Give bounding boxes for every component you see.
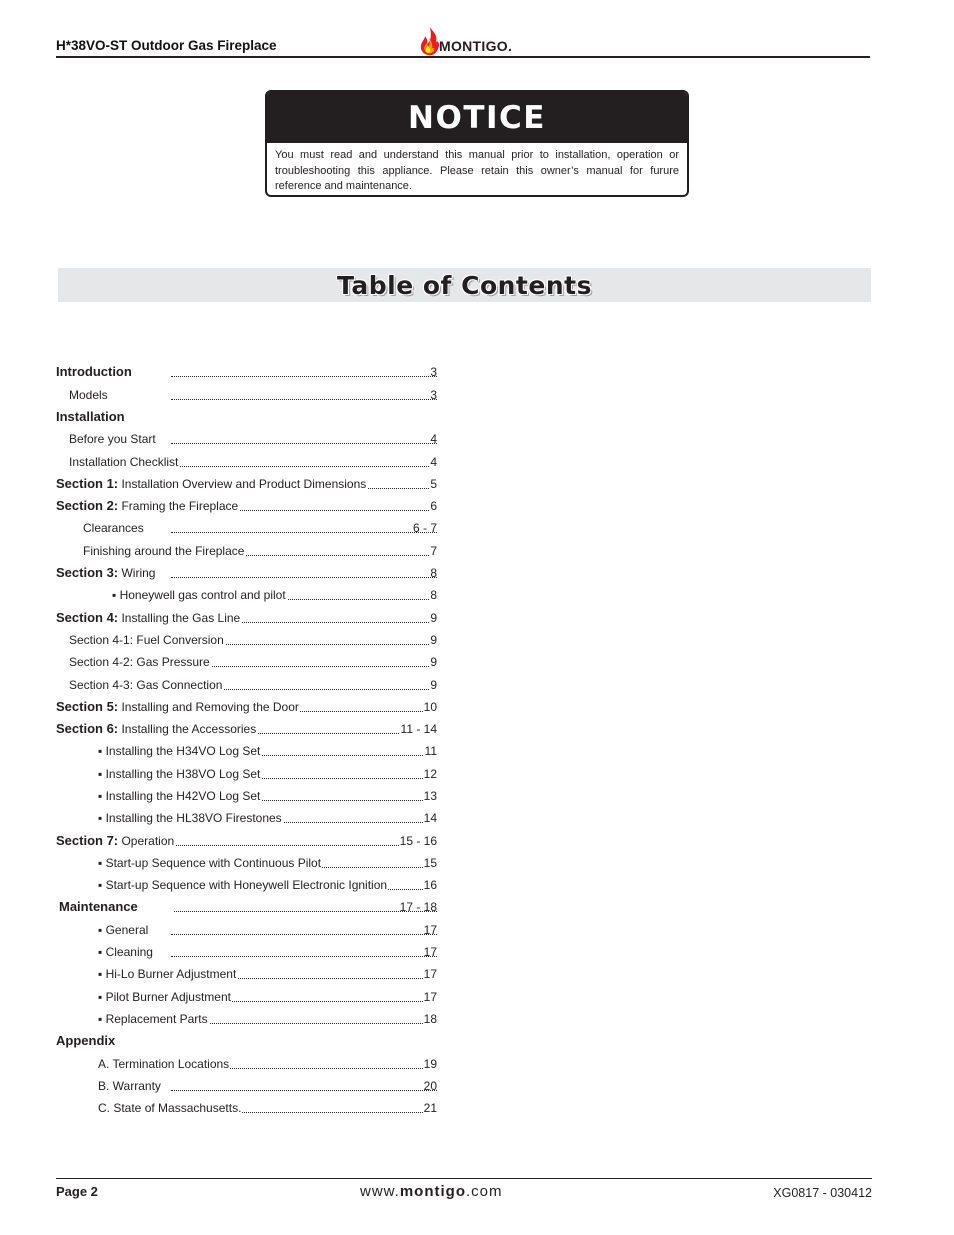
toc-page-number: 17 - 18 <box>399 900 437 914</box>
toc-entry-title: ▪ Start-up Sequence with Honeywell Electronic Ignition <box>98 878 388 892</box>
toc-page-number: 3 <box>430 388 437 402</box>
url-suffix: .com <box>466 1183 503 1200</box>
toc-entry <box>69 677 437 693</box>
url-brand: montigo <box>399 1183 466 1200</box>
toc-entry-title: Operation <box>121 834 175 848</box>
toc-page-number: 8 <box>430 566 437 580</box>
toc-page-number: 17 <box>423 923 437 937</box>
toc-entry <box>98 743 437 759</box>
toc-entry-title: Clearances <box>83 521 144 535</box>
toc-entry-label <box>56 498 239 514</box>
toc-entry <box>98 1100 437 1116</box>
toc-entry <box>98 922 437 938</box>
toc-entry-title: Installation Checklist <box>69 455 179 469</box>
toc-page-number: 6 - 7 <box>412 521 437 535</box>
toc-entry-title: ▪ Hi-Lo Burner Adjustment <box>98 967 237 981</box>
toc-entry-title: ▪ Installing the H42VO Log Set <box>98 789 261 803</box>
toc-entry-title: ▪ General <box>98 923 149 937</box>
toc-entry <box>98 788 437 804</box>
toc-page-number: 8 <box>430 588 437 602</box>
toc-section-name: Section 5: <box>56 699 119 714</box>
notice-box <box>265 90 689 197</box>
toc-entry <box>69 654 437 670</box>
toc-entry-label <box>98 1100 242 1116</box>
toc-page-number: 17 <box>423 945 437 959</box>
toc-entry <box>98 989 437 1005</box>
toc-entry <box>56 364 437 380</box>
toc-page-number: 15 <box>423 856 437 870</box>
toc-page-number: 3 <box>430 365 437 379</box>
toc-entry-label <box>98 966 237 982</box>
toc-dot-leader <box>171 376 437 377</box>
toc-entry-label <box>56 565 156 581</box>
toc-section-name: Section 1: <box>56 476 119 491</box>
url-prefix: www. <box>360 1183 400 1200</box>
toc-page-number: 9 <box>430 678 437 692</box>
toc-entry <box>98 944 437 960</box>
toc-page-number: 11 <box>424 744 437 758</box>
toc-entry-label <box>56 476 367 492</box>
toc-entry-label <box>69 431 157 447</box>
toc-dot-leader <box>171 577 437 578</box>
toc-entry-label <box>98 944 154 960</box>
toc-entry <box>69 431 437 447</box>
toc-dot-leader <box>171 532 437 533</box>
toc-section-name: Section 6: <box>56 721 119 736</box>
toc-entry <box>98 966 437 982</box>
toc-entry-title: B. Warranty <box>98 1079 161 1093</box>
toc-entry-label <box>83 520 145 536</box>
toc-entry <box>98 810 437 826</box>
montigo-logo <box>419 24 512 56</box>
toc-page-number: 20 <box>423 1079 437 1093</box>
toc-entry-title: ▪ Installing the H34VO Log Set <box>98 744 261 758</box>
toc-entry <box>98 855 437 871</box>
toc-entry-label <box>98 922 149 938</box>
toc-page-number: 18 <box>423 1012 437 1026</box>
toc-dot-leader <box>171 399 437 400</box>
toc-section-name: Appendix <box>56 1033 116 1048</box>
document-title: H*38VO-ST Outdoor Gas Fireplace <box>56 38 277 53</box>
toc-entry <box>56 1033 437 1049</box>
toc-entry <box>98 1011 437 1027</box>
toc-section-name: Section 7: <box>56 833 119 848</box>
toc-section-name: Introduction <box>56 364 132 379</box>
toc-entry-title: ▪ Replacement Parts <box>98 1012 208 1026</box>
document-code: XG0817 - 030412 <box>773 1186 872 1200</box>
toc-entry-title: Finishing around the Fireplace <box>83 544 245 558</box>
toc-heading-band <box>58 268 871 302</box>
toc-section-name: Section 3: <box>56 565 119 580</box>
toc-entry-title: A. Termination Locations <box>98 1057 230 1071</box>
toc-entry-title: ▪ Start-up Sequence with Continuous Pilot <box>98 856 322 870</box>
toc-entry <box>56 476 437 492</box>
toc-entry-label <box>98 1056 230 1072</box>
toc-entry-title: ▪ Installing the H38VO Log Set <box>98 767 261 781</box>
flame-icon <box>419 26 441 56</box>
toc-entry <box>56 699 437 715</box>
toc-entry-title: Installing the Gas Line <box>121 611 241 625</box>
toc-page-number: 21 <box>423 1101 437 1115</box>
toc-section-name: Installation <box>56 409 125 424</box>
toc-entry-label <box>69 654 211 670</box>
toc-entry <box>98 1078 437 1094</box>
toc-page-number: 9 <box>430 655 437 669</box>
toc-page-number: 12 <box>423 767 437 781</box>
toc-entry <box>83 520 437 536</box>
toc-dot-leader <box>171 1090 437 1091</box>
toc-entry-title: Wiring <box>121 566 156 580</box>
toc-page-number: 11 - 14 <box>400 722 437 736</box>
toc-entry-title: Installation Overview and Product Dimensions <box>121 477 367 491</box>
toc-page-number: 17 <box>423 990 437 1004</box>
toc-entry-label <box>98 743 261 759</box>
toc-entry-label <box>83 543 245 559</box>
toc-dot-leader <box>171 934 437 935</box>
toc-entry-label <box>56 721 257 737</box>
toc-page-number: 19 <box>423 1057 437 1071</box>
toc-entry-title: ▪ Honeywell gas control and pilot <box>112 588 286 602</box>
toc-dot-leader <box>174 911 437 912</box>
toc-entry-title: Section 4-3: Gas Connection <box>69 678 223 692</box>
toc-entry <box>112 587 437 603</box>
toc-entry <box>56 833 437 849</box>
footer-rule <box>56 1178 872 1179</box>
toc-page-number: 5 <box>430 477 437 491</box>
toc-page-number: 14 <box>423 811 437 825</box>
toc-entry-label <box>56 833 175 849</box>
toc-entry-label <box>56 610 241 626</box>
page-number: Page 2 <box>56 1184 98 1199</box>
toc-entry <box>69 632 437 648</box>
toc-entry-label <box>56 409 126 425</box>
toc-entry-label <box>98 877 388 893</box>
toc-section-name: Maintenance <box>59 899 138 914</box>
toc-entry <box>98 766 437 782</box>
toc-page-number: 17 <box>423 967 437 981</box>
toc-entry-label <box>98 855 322 871</box>
toc-entry-label <box>98 1078 162 1094</box>
toc-entry <box>56 565 437 581</box>
toc-page-number: 9 <box>430 633 437 647</box>
toc-entry <box>83 543 437 559</box>
toc-entry <box>56 498 437 514</box>
toc-dot-leader <box>171 443 437 444</box>
toc-entry-label <box>98 788 261 804</box>
toc-entry <box>56 409 437 425</box>
toc-entry <box>69 387 437 403</box>
toc-entry-title: ▪ Pilot Burner Adjustment <box>98 990 231 1004</box>
toc-entry-label <box>69 387 109 403</box>
notice-body: You must read and understand this manual prior to installation, operation or troubleshooting this appliance. Please retain this owner’s manual for furure reference and maintenance. <box>275 149 679 192</box>
toc-page-number: 13 <box>423 789 437 803</box>
toc-entry <box>98 877 437 893</box>
toc-entry-label <box>98 989 232 1005</box>
toc-title: Table of Contents <box>337 271 592 300</box>
toc-entry <box>56 610 437 626</box>
toc-page-number: 15 - 16 <box>399 834 437 848</box>
toc-entry-label <box>56 1033 116 1049</box>
toc-entry-title: Section 4-1: Fuel Conversion <box>69 633 224 647</box>
toc-entry-title: Installing the Accessories <box>121 722 257 736</box>
toc-entry-label <box>69 677 223 693</box>
toc-dot-leader <box>171 956 437 957</box>
toc-entry <box>59 899 437 915</box>
toc-entry-title: Framing the Fireplace <box>121 499 239 513</box>
toc-entry-title: ▪ Cleaning <box>98 945 153 959</box>
toc-entry-title: Section 4-2: Gas Pressure <box>69 655 210 669</box>
toc-page-number: 9 <box>430 611 437 625</box>
toc-entry-title: Models <box>69 388 108 402</box>
toc-page-number: 4 <box>430 455 437 469</box>
toc-page-number: 7 <box>430 544 437 558</box>
toc-entry-label <box>56 699 300 715</box>
toc-section-name: Section 2: <box>56 498 119 513</box>
toc-page-number: 6 <box>430 499 437 513</box>
toc-entry-label <box>112 587 287 603</box>
toc-entry-title: C. State of Massachusetts. <box>98 1101 242 1115</box>
toc-entry <box>69 454 437 470</box>
toc-entry <box>98 1056 437 1072</box>
header-rule <box>56 56 870 58</box>
toc-entry-title: Before you Start <box>69 432 156 446</box>
logo-wordmark: MONTIGO. <box>439 38 513 54</box>
toc-page-number: 10 <box>423 700 437 714</box>
toc-entry-label <box>59 899 139 915</box>
toc-section-name: Section 4: <box>56 610 119 625</box>
toc-entry-label <box>56 364 133 380</box>
toc-entry-label <box>69 632 225 648</box>
toc-entry-label <box>69 454 179 470</box>
toc-entry-title: ▪ Installing the HL38VO Firestones <box>98 811 282 825</box>
toc-entry-label <box>98 1011 209 1027</box>
toc-page-number: 4 <box>430 432 437 446</box>
toc-entry-title: Installing and Removing the Door <box>121 700 299 714</box>
toc-entry-label <box>98 810 283 826</box>
website-url <box>360 1183 503 1200</box>
toc-page-number: 16 <box>423 878 437 892</box>
notice-heading: NOTICE <box>267 92 687 143</box>
toc-entry <box>56 721 437 737</box>
toc-entry-label <box>98 766 261 782</box>
